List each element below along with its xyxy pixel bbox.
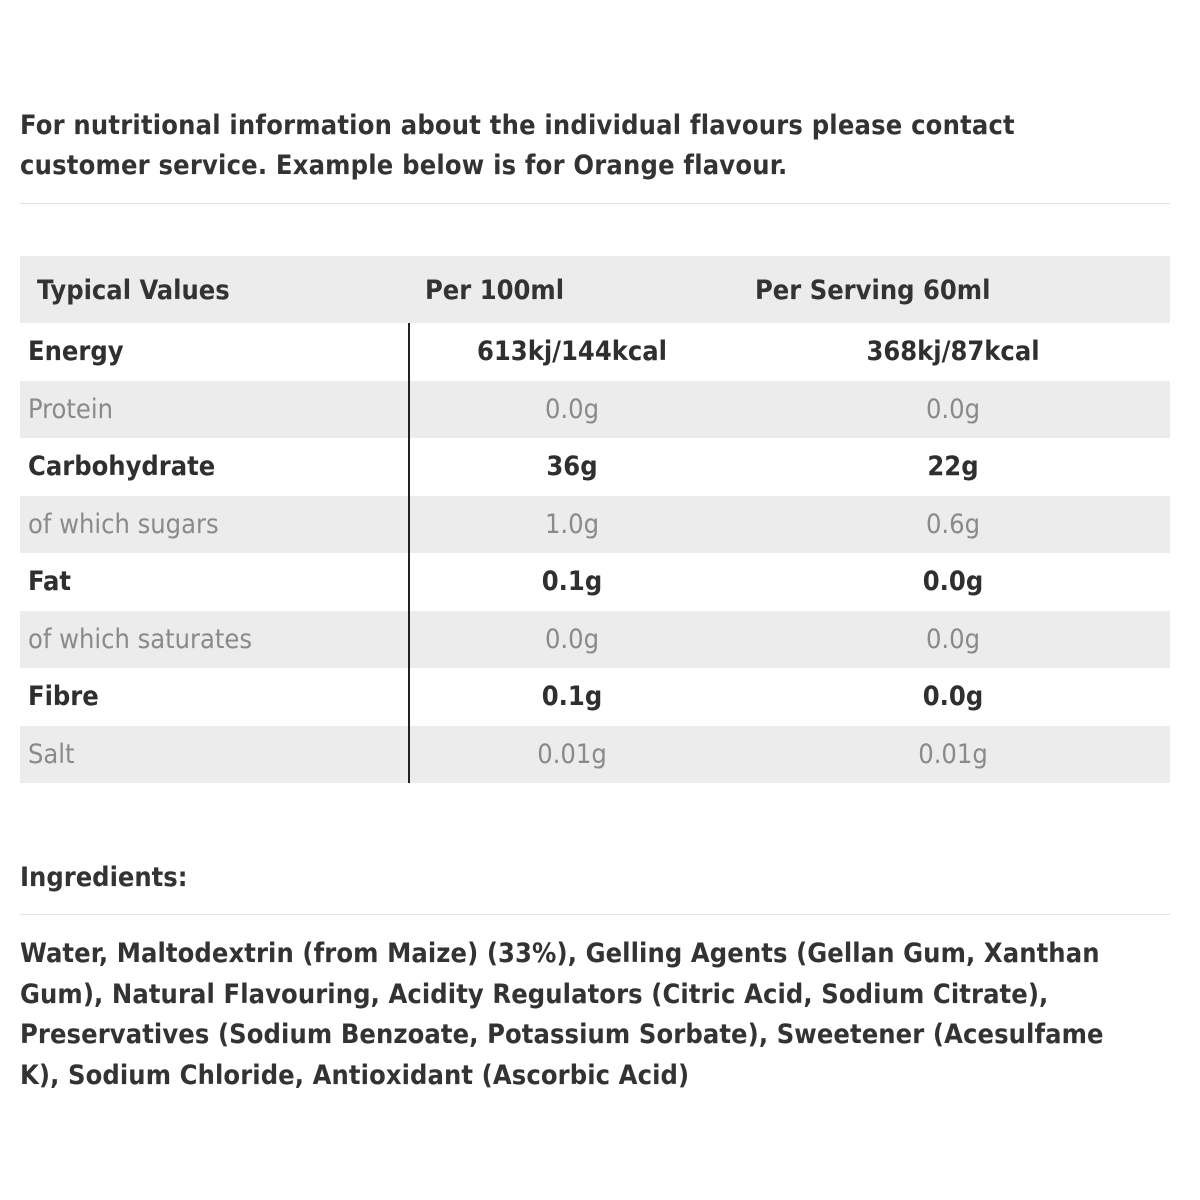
table-row [20, 668, 1170, 726]
divider [20, 914, 1170, 915]
ingredients-line: Water, Maltodextrin (from Maize) (33%), Gelling Agents (Gellan Gum, Xanthan [20, 938, 1100, 969]
table-row [20, 553, 1170, 611]
row-serving: 0.6g [925, 508, 981, 540]
divider [20, 203, 1170, 204]
table-row [20, 438, 1170, 496]
row-serving: 22g [927, 451, 979, 482]
ingredients-line: K), Sodium Chloride, Antioxidant (Ascorbic Acid) [20, 1059, 690, 1091]
table-row [20, 381, 1170, 439]
row-serving: 0.0g [922, 681, 984, 712]
row-label: Carbohydrate [28, 451, 216, 482]
row-label: Protein [28, 393, 114, 425]
ingredients-line: Preservatives (Sodium Benzoate, Potassium Sorbate), Sweetener (Acesulfame [20, 1019, 1104, 1050]
table-row [20, 323, 1170, 381]
table-row [20, 611, 1170, 669]
row-label: Fat [28, 566, 72, 597]
intro-line: customer service. Example below is for Orange flavour. [20, 150, 788, 181]
row-serving: 368kj/87kcal [866, 336, 1040, 367]
row-serving: 0.0g [925, 623, 981, 655]
header-typical-values: Typical Values [37, 275, 230, 306]
intro-text [20, 106, 1170, 186]
ingredients-title: Ingredients: [20, 862, 188, 893]
row-per100: 0.0g [544, 623, 600, 655]
table-row [20, 726, 1170, 784]
row-label: Fibre [28, 681, 99, 712]
header-per-serving: Per Serving 60ml [755, 275, 991, 306]
row-per100: 0.1g [541, 681, 603, 712]
row-label: Energy [28, 336, 124, 367]
row-label: of which saturates [28, 623, 253, 655]
row-per100: 36g [546, 451, 598, 482]
row-per100: 0.0g [544, 393, 600, 425]
ingredients-line: Gum), Natural Flavouring, Acidity Regulators (Citric Acid, Sodium Citrate), [20, 978, 1049, 1010]
nutrition-table [20, 256, 1170, 783]
ingredients-text [20, 934, 1175, 1096]
row-label: Salt [28, 738, 75, 770]
intro-line: For nutritional information about the individual flavours please contact [20, 110, 1015, 141]
table-header [20, 256, 1170, 323]
row-serving: 0.0g [922, 566, 984, 597]
row-serving: 0.0g [925, 393, 981, 425]
row-per100: 613kj/144kcal [476, 336, 667, 367]
table-row [20, 496, 1170, 554]
table-body [20, 323, 1170, 783]
header-per-100ml: Per 100ml [425, 275, 565, 306]
row-per100: 0.1g [541, 566, 603, 597]
row-serving: 0.01g [918, 738, 988, 770]
row-label: of which sugars [28, 508, 219, 540]
row-per100: 0.01g [537, 738, 607, 770]
row-per100: 1.0g [544, 508, 600, 540]
